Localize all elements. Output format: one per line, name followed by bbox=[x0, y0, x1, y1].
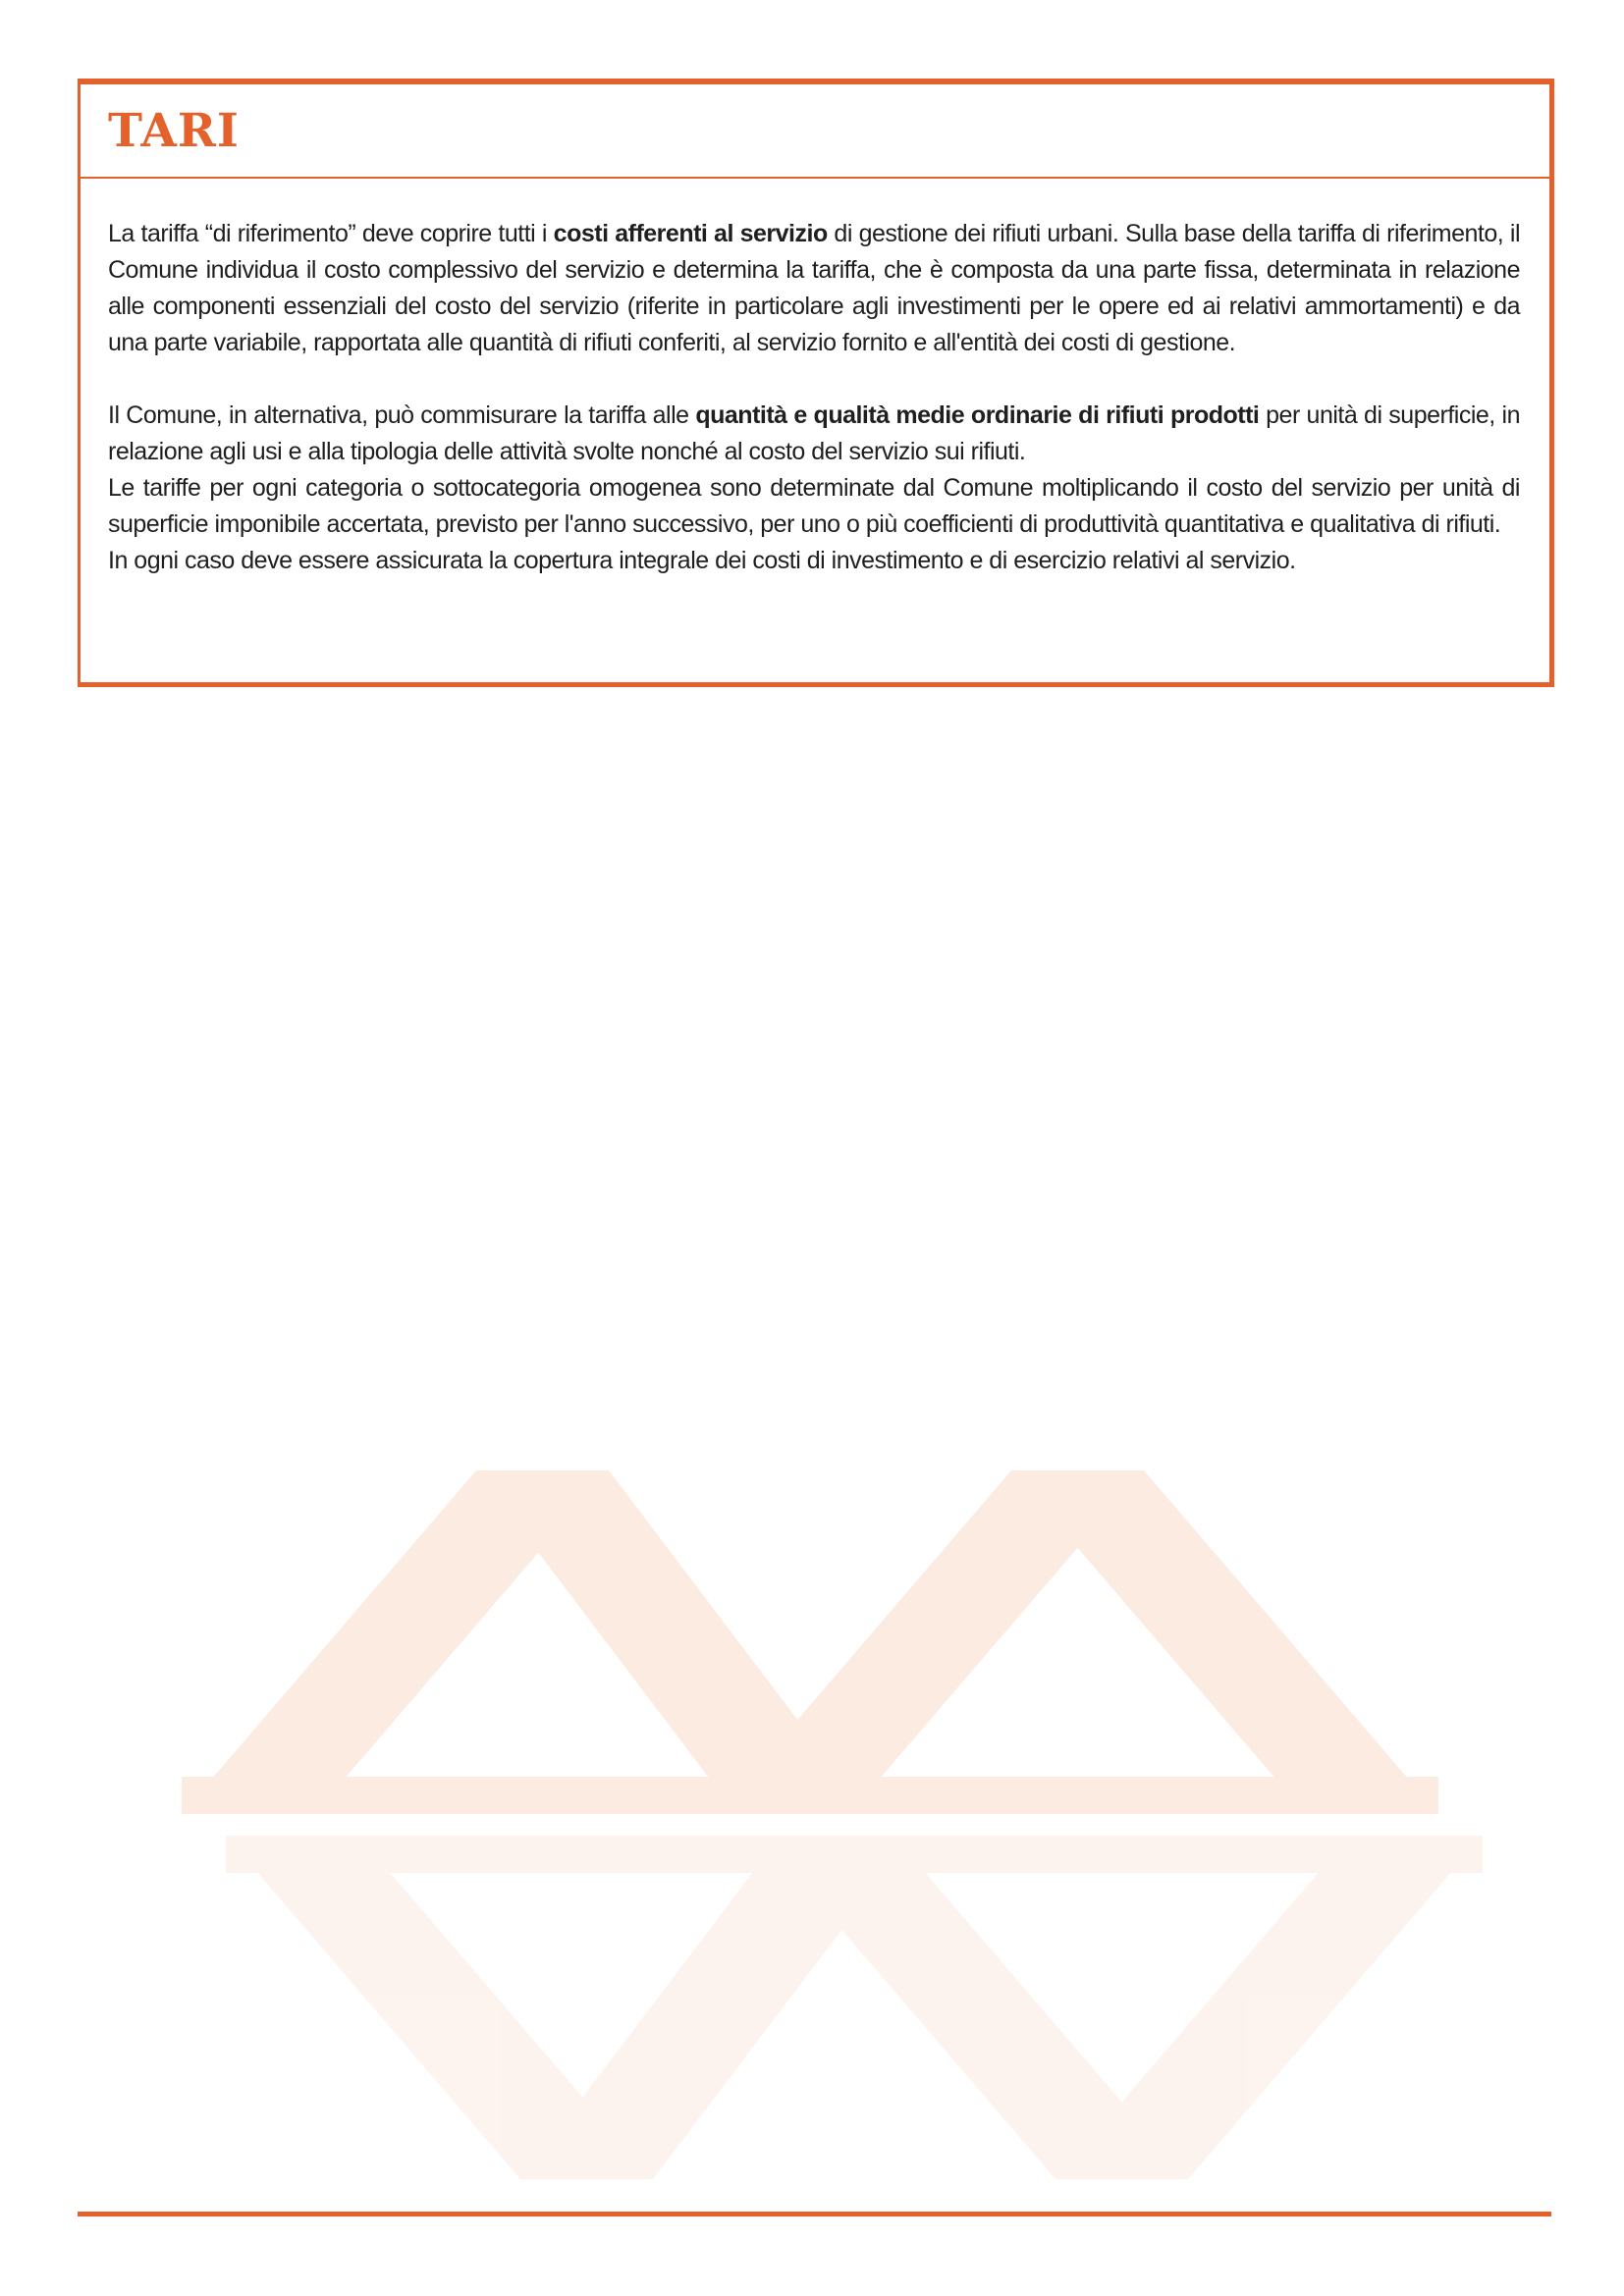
paragraph: La tariffa “di riferimento” deve coprire tutti i costi afferenti al servizio di gestione dei rifiuti urbani. Sulla base della tariffa di riferimento, il Comune individua il costo complessivo del servizio e determina la tariffa, che è composta da una parte fissa, determinata in relazione alle componenti essenziali del costo del servizio (riferite in particolare agli investimenti per le opere ed ai relativi ammortamenti) e da una parte variabile, rapportata alle quantità di rifiuti conferiti, al servizio fornito e all'entità dei costi di gestione. bbox=[108, 220, 1520, 356]
tari-card bbox=[78, 79, 1554, 687]
m-logo-watermark bbox=[182, 1470, 1488, 2179]
paragraph: Le tariffe per ogni categoria o sottocategoria omogenea sono determinate dal Comune moltiplicando il costo del servizio per unità di superficie imponibile accertata, previsto per l'anno successivo, per uno o più coefficienti di produttività quantitativa e qualitativa di rifiuti. bbox=[108, 474, 1520, 538]
paragraph: Il Comune, in alternativa, può commisurare la tariffa alle quantità e qualità medie ordinarie di rifiuti prodotti per unità di superficie, in relazione agli usi e alla tipologia delle attività svolte nonché al costo del servizio sui rifiuti. bbox=[108, 401, 1520, 465]
paragraph: In ogni caso deve essere assicurata la copertura integrale dei costi di investimento e di esercizio relativi al servizio. bbox=[108, 547, 1296, 574]
bottom-rule bbox=[78, 2212, 1551, 2216]
card-header bbox=[81, 84, 1549, 177]
page-title: TARI bbox=[108, 103, 240, 158]
card-body bbox=[81, 179, 1549, 579]
